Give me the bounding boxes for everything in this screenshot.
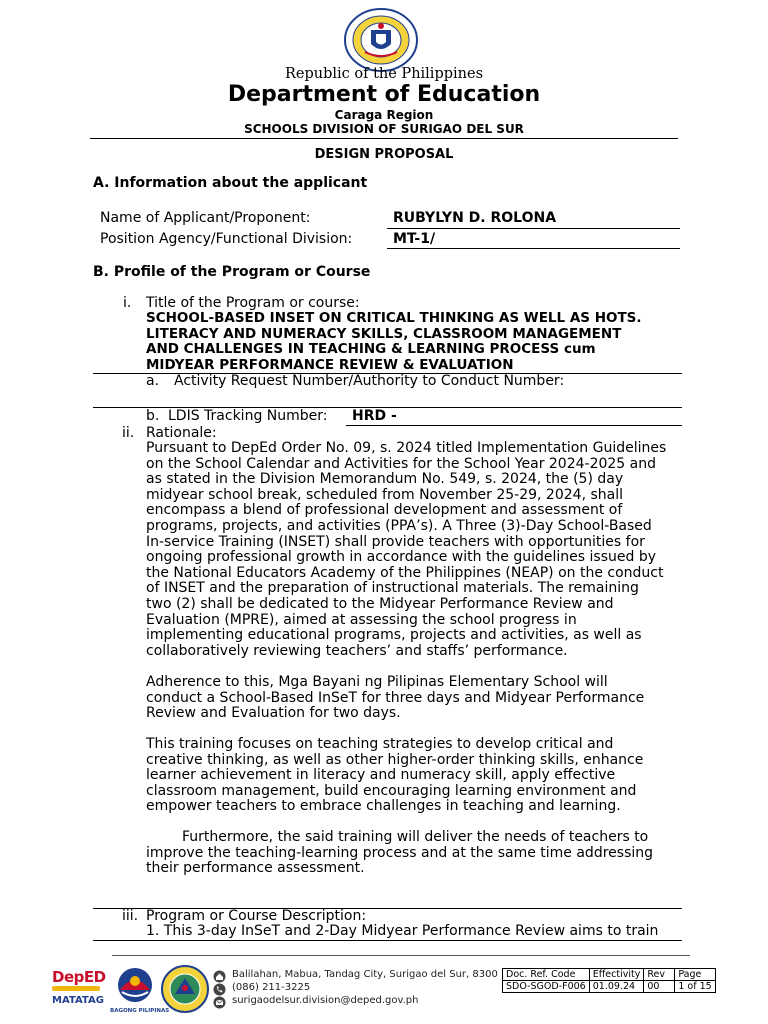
rationale-line: In-service Training (INSET) shall provide teachers with opportunities for xyxy=(146,533,645,550)
item-ii-label: Rationale: xyxy=(146,425,217,441)
doc-title: DESIGN PROPOSAL xyxy=(314,147,454,162)
rationale-line: on the School Calendar and Activities for the School Year 2024-2025 and xyxy=(146,455,656,472)
rationale-line: Furthermore, the said training will deliver the needs of teachers to xyxy=(182,829,649,845)
header-rule xyxy=(90,138,678,139)
document-reference-table xyxy=(502,968,716,993)
applicant-name-underline xyxy=(387,228,680,229)
footer-email: surigaodelsur.division@deped.gov.ph xyxy=(232,995,419,1006)
rationale-line: encompass a blend of professional development and assessment of xyxy=(146,502,623,519)
ref-header-rev: Rev xyxy=(644,969,675,981)
sdo-seal xyxy=(160,964,210,1014)
position-value: MT-1/ xyxy=(393,231,436,247)
item-iii-line-1: 1. This 3-day InSeT and 2-Day Midyear Performance Review aims to train xyxy=(146,923,659,939)
rationale-line: Pursuant to DepEd Order No. 09, s. 2024 titled Implementation Guidelines xyxy=(146,440,667,456)
rationale-line: conduct a School-Based InSeT for three days and Midyear Performance xyxy=(146,689,645,706)
rationale-line: creative thinking, as well as other higher-order thinking skills, enhance xyxy=(146,751,644,768)
rationale-line: collaboratively reviewing teachers’ and staffs’ performance. xyxy=(146,642,568,659)
item-i-label: Title of the Program or course: xyxy=(146,295,360,311)
rationale-line: midyear school break, scheduled from November 25-29, 2024, shall xyxy=(146,486,623,503)
item-b-label: LDIS Tracking Number: xyxy=(168,408,328,424)
rationale-paragraph-3 xyxy=(146,737,643,815)
item-iii-label: Program or Course Description: xyxy=(146,908,367,924)
position-label: Position Agency/Functional Division: xyxy=(100,231,353,247)
rationale-line: Review and Evaluation for two days. xyxy=(146,705,401,722)
ref-header-doc-code: Doc. Ref. Code xyxy=(503,969,590,981)
item-iii-number: iii. xyxy=(122,908,139,924)
rationale-line: empower teachers to embrace challenges in teaching and learning. xyxy=(146,798,621,815)
rationale-paragraph-1 xyxy=(146,441,666,659)
bagong-pilipinas-text: BAGONG PILIPINAS xyxy=(110,1008,170,1014)
email-icon xyxy=(213,994,226,1007)
deped-seal xyxy=(343,8,419,74)
item-i-number: i. xyxy=(123,295,132,311)
phone-icon xyxy=(213,981,226,994)
bagong-pilipinas-logo xyxy=(110,966,170,1014)
reference-table-header-row xyxy=(503,969,716,981)
reference-table-value-row xyxy=(503,981,716,993)
position-underline xyxy=(387,248,680,249)
ref-header-effectivity: Effectivity xyxy=(589,969,644,981)
deped-matatag-logo xyxy=(52,968,106,1014)
footer-address: Balilahan, Mabua, Tandag City, Surigao del Sur, 8300 xyxy=(232,969,498,980)
ref-value-rev: 00 xyxy=(644,981,675,993)
rationale-line: ongoing professional growth in accordance with the guidelines issued by xyxy=(146,549,657,566)
item-a-number: a. xyxy=(146,373,160,389)
rationale-line: as stated in the Division Memorandum No. 549, s. 2024, the (5) day xyxy=(146,471,624,488)
section-iii-bottom-rule xyxy=(93,940,682,941)
item-ii-number: ii. xyxy=(122,425,135,441)
rationale-line: This training focuses on teaching strategies to develop critical and xyxy=(146,736,614,752)
rationale-line: Evaluation (MPRE), aimed at assessing the school progress in xyxy=(146,611,577,628)
program-title-line: AND CHALLENGES IN TEACHING & LEARNING PROCESS cum xyxy=(146,341,596,358)
address-icon xyxy=(213,968,226,981)
program-title-line: LITERACY AND NUMERACY SKILLS, CLASSROOM MANAGEMENT xyxy=(146,325,622,342)
footer-rule xyxy=(112,955,690,956)
deped-logo-text: DepED xyxy=(52,968,106,986)
rationale-line: of INSET and the preparation of instructional materials. The remaining xyxy=(146,580,639,597)
rationale-line: Adherence to this, Mga Bayani ng Pilipinas Elementary School will xyxy=(146,674,608,690)
rationale-line: the National Educators Academy of the Philippines (NEAP) on the conduct xyxy=(146,564,664,581)
header-region: Caraga Region xyxy=(334,108,434,122)
applicant-name-label: Name of Applicant/Proponent: xyxy=(100,210,311,226)
header-republic: Republic of the Philippines xyxy=(284,66,484,82)
program-title xyxy=(146,311,642,373)
ref-value-effectivity: 01.09.24 xyxy=(589,981,644,993)
rationale-paragraph-4 xyxy=(146,830,653,877)
rationale-line: their performance assessment. xyxy=(146,860,365,877)
applicant-name-value: RUBYLYN D. ROLONA xyxy=(393,210,557,226)
item-a-label: Activity Request Number/Authority to Conduct Number: xyxy=(174,373,565,389)
section-b-heading: B. Profile of the Program or Course xyxy=(93,264,371,280)
rationale-line: classroom management, build encouraging learning environment and xyxy=(146,782,637,799)
deped-logo-accent xyxy=(52,986,100,991)
rationale-line: two (2) shall be dedicated to the Midyear Performance Review and xyxy=(146,595,614,612)
ldis-underline xyxy=(346,425,682,426)
program-title-line: SCHOOL-BASED INSET ON CRITICAL THINKING AS WELL AS HOTS. xyxy=(146,310,642,326)
item-b-number: b. xyxy=(146,408,160,424)
header-department: Department of Education xyxy=(227,82,541,107)
program-title-line: MIDYEAR PERFORMANCE REVIEW & EVALUATION xyxy=(146,356,514,373)
ref-value-doc-code: SDO-SGOD-F006 xyxy=(503,981,590,993)
footer-phone: (086) 211-3225 xyxy=(232,982,311,993)
rationale-line: implementing educational programs, projects and activities, as well as xyxy=(146,627,642,644)
ref-header-page: Page xyxy=(675,969,715,981)
rationale-line: learner achievement in literacy and numeracy skill, apply effective xyxy=(146,767,616,784)
matatag-logo-text: MATATAG xyxy=(52,995,104,1006)
rationale-paragraph-2 xyxy=(146,675,644,722)
ref-value-page: 1 of 15 xyxy=(675,981,715,993)
section-a-heading: A. Information about the applicant xyxy=(93,175,368,191)
header-division: SCHOOLS DIVISION OF SURIGAO DEL SUR xyxy=(244,122,524,136)
rationale-line: improve the teaching-learning process and at the same time addressing xyxy=(146,844,654,861)
rationale-line: programs, projects, and activities (PPA’s). A Three (3)-Day School-Based xyxy=(146,517,652,534)
ldis-tracking-value: HRD - xyxy=(352,408,397,424)
